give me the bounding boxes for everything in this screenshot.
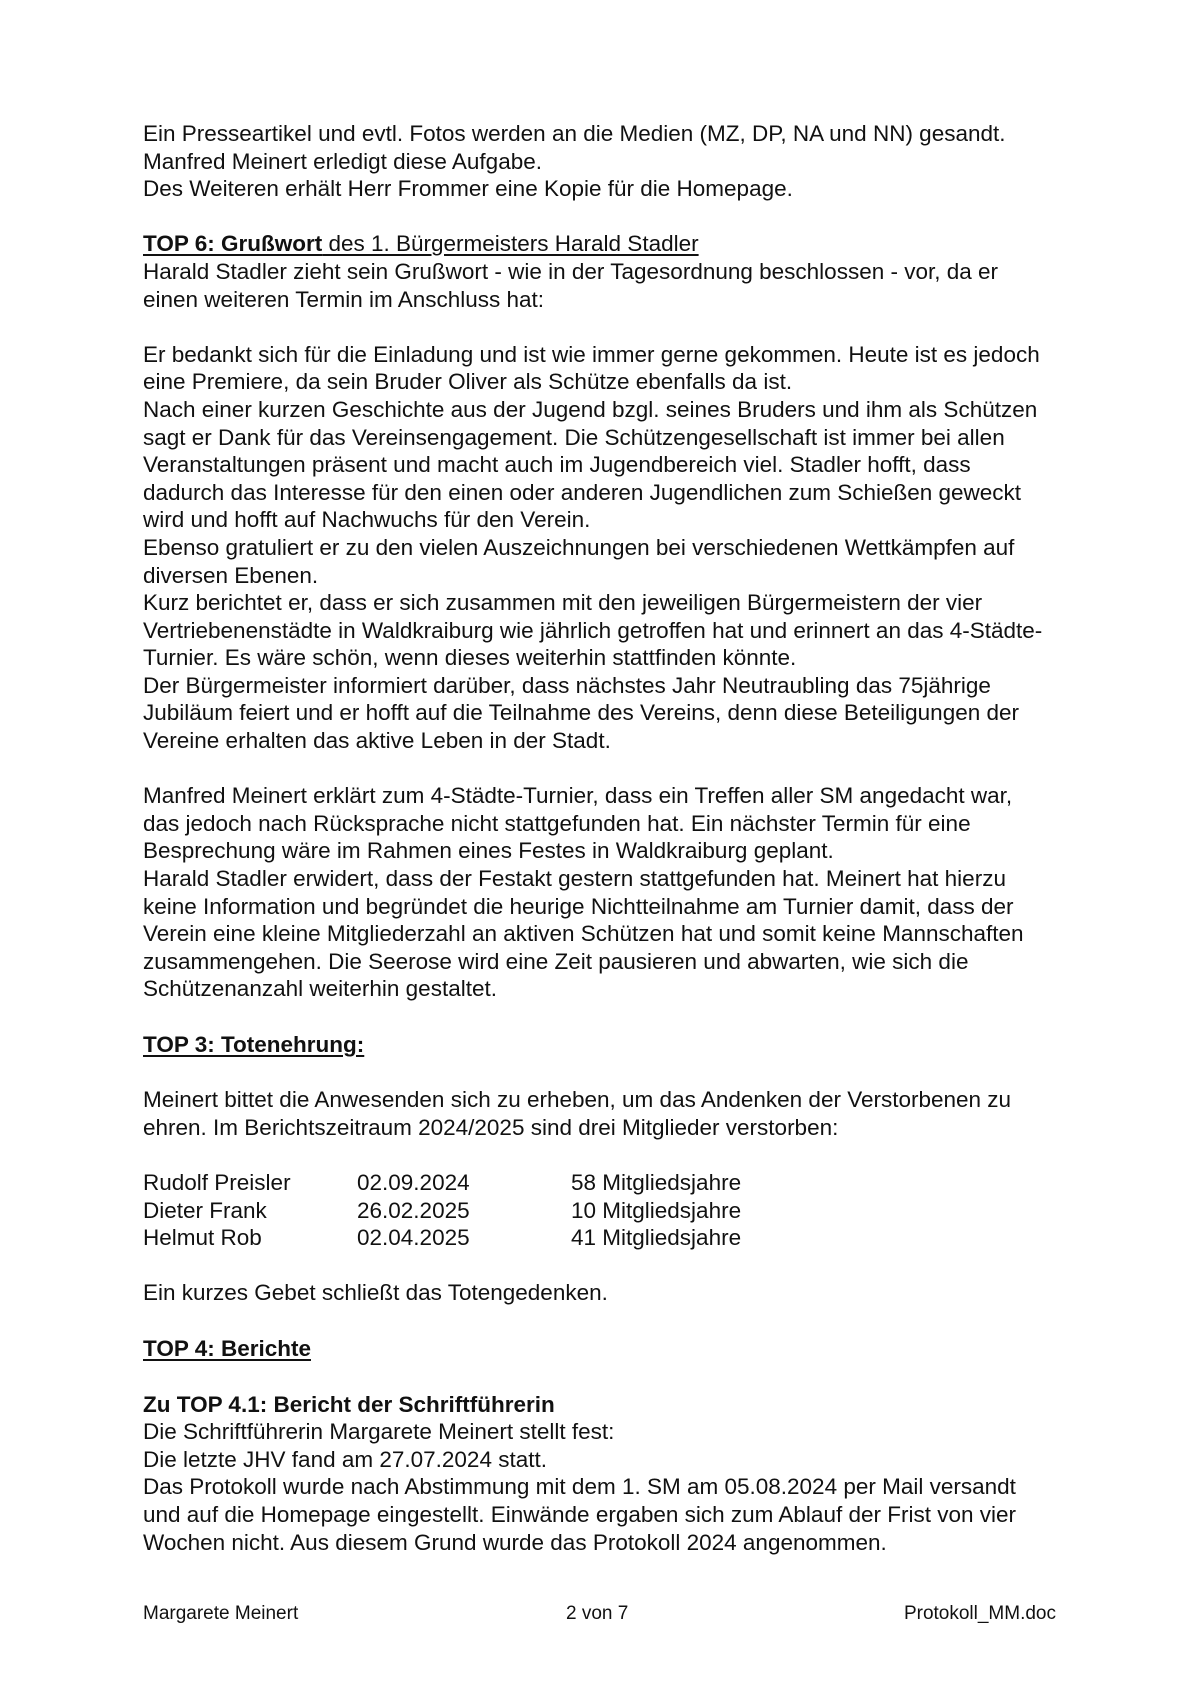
text-line: Die Schriftführerin Margarete Meinert stellt fest: [143, 1419, 615, 1445]
text-line: Die letzte JHV fand am 27.07.2024 statt. [143, 1446, 547, 1472]
text-line: dadurch das Interesse für den einen oder anderen Jugendlichen zum Schießen geweckt [143, 479, 1022, 505]
text-line: Meinert bittet die Anwesenden sich zu erheben, um das Andenken der Verstorbenen zu [143, 1087, 1012, 1113]
text-line: ehren. Im Berichtszeitraum 2024/2025 sind drei Mitglieder verstorben: [143, 1114, 839, 1140]
text-line: Vertriebenenstädte in Waldkraiburg wie jährlich getroffen hat und erinnert an das 4-Städte- [143, 617, 1043, 643]
text-line: Jubiläum feiert und er hofft auf die Teilnahme des Vereins, denn diese Beteiligungen der [143, 700, 1020, 726]
member-date: 02.09.2024 [357, 1169, 470, 1195]
member-name: Dieter Frank [143, 1197, 267, 1223]
top3-paragraph [143, 1086, 1123, 1141]
table-row [143, 1169, 1123, 1197]
text-line: zusammengehen. Die Seerose wird eine Zeit pausieren und abwarten, wie sich die [143, 948, 969, 974]
text-line: Veranstaltungen präsent und macht auch im Jugendbereich viel. Stadler hofft, dass [143, 452, 971, 478]
member-years: 41 Mitgliedsjahre [571, 1225, 742, 1251]
text-line: wird und hofft auf Nachwuchs für den Verein. [143, 507, 591, 533]
top6-paragraph-c [143, 782, 1123, 1003]
text-line: Wochen nicht. Aus diesem Grund wurde das Protokoll 2024 angenommen. [143, 1529, 887, 1555]
heading-bold: TOP 6: Grußwort [143, 231, 323, 257]
page-footer [143, 1601, 1056, 1627]
text-line: Des Weiteren erhält Herr Frommer eine Kopie für die Homepage. [143, 176, 793, 202]
top6-paragraph-b [143, 341, 1123, 755]
member-date: 26.02.2025 [357, 1197, 470, 1223]
text-line: Turnier. Es wäre schön, wenn dieses weiterhin stattfinden könnte. [143, 645, 797, 671]
section-heading-top4: TOP 4: Berichte [143, 1335, 311, 1361]
text-line: Manfred Meinert erledigt diese Aufgabe. [143, 148, 542, 174]
text-line: Harald Stadler zieht sein Grußwort - wie in der Tagesordnung beschlossen - vor, da er [143, 258, 999, 284]
text-line: Vereine erhalten das aktive Leben in der Stadt. [143, 728, 611, 754]
text-line: Nach einer kurzen Geschichte aus der Jugend bzgl. seines Bruders und ihm als Schützen [143, 396, 1038, 422]
member-name: Helmut Rob [143, 1225, 262, 1251]
footer-filename: Protokoll_MM.doc [903, 1603, 1056, 1624]
footer-page-number: 2 von 7 [566, 1603, 629, 1624]
member-date: 02.04.2025 [357, 1225, 470, 1251]
text-line: Das Protokoll wurde nach Abstimmung mit dem 1. SM am 05.08.2024 per Mail versandt [143, 1474, 1016, 1500]
text-line: und auf die Homepage eingestellt. Einwände ergaben sich zum Ablauf der Frist von vier [143, 1501, 1017, 1527]
text-line: Besprechung wäre im Rahmen eines Festes in Waldkraiburg geplant. [143, 838, 834, 864]
text-line: sagt er Dank für das Vereinsengagement. Die Schützengesellschaft ist immer bei allen [143, 424, 1005, 450]
section-heading-top6 [143, 230, 1123, 258]
text-line: Ebenso gratuliert er zu den vielen Auszeichnungen bei verschiedenen Wettkämpfen auf [143, 534, 1015, 560]
table-row [143, 1224, 1123, 1252]
member-years: 58 Mitgliedsjahre [571, 1169, 742, 1195]
text-line: Er bedankt sich für die Einladung und ist wie immer gerne gekommen. Heute ist es jedoch [143, 341, 1040, 367]
closing-line: Ein kurzes Gebet schließt das Totengedenken. [143, 1280, 608, 1306]
text-line: einen weiteren Termin im Anschluss hat: [143, 286, 545, 312]
heading-rest: des 1. Bürgermeisters Harald Stadler [322, 231, 699, 257]
top4-paragraph [143, 1418, 1123, 1556]
sub-heading-top4-1: Zu TOP 4.1: Bericht der Schriftführerin [143, 1391, 555, 1417]
text-line: Harald Stadler erwidert, dass der Festakt gestern stattgefunden hat. Meinert hat hierzu [143, 866, 1006, 892]
top6-paragraph-a [143, 258, 1123, 313]
text-line: Verein eine kleine Mitgliederzahl an aktiven Schützen hat und somit keine Mannschaften [143, 921, 1024, 947]
text-line: das jedoch nach Rücksprache nicht stattgefunden hat. Ein nächster Termin für eine [143, 810, 971, 836]
deceased-members-table [143, 1169, 1123, 1252]
text-line: Der Bürgermeister informiert darüber, dass nächstes Jahr Neutraubling das 75jährige [143, 672, 991, 698]
text-line: keine Information und begründet die heurige Nichtteilnahme am Turnier damit, dass der [143, 893, 1014, 919]
section-heading-top3: TOP 3: Totenehrung: [143, 1032, 365, 1057]
table-row [143, 1197, 1123, 1225]
member-name: Rudolf Preisler [143, 1169, 291, 1195]
member-years: 10 Mitgliedsjahre [571, 1197, 742, 1223]
text-line: eine Premiere, da sein Bruder Oliver als Schütze ebenfalls da ist. [143, 369, 793, 395]
text-line: diversen Ebenen. [143, 562, 319, 588]
footer-author: Margarete Meinert [143, 1603, 299, 1624]
document-page [143, 120, 1123, 1556]
text-line: Manfred Meinert erklärt zum 4-Städte-Turnier, dass ein Treffen aller SM angedacht war, [143, 783, 1013, 809]
text-line: Schützenanzahl weiterhin gestaltet. [143, 976, 497, 1002]
text-line: Kurz berichtet er, dass er sich zusammen mit den jeweiligen Bürgermeistern der vier [143, 590, 983, 616]
intro-paragraph [143, 120, 1123, 203]
text-line: Ein Presseartikel und evtl. Fotos werden an die Medien (MZ, DP, NA und NN) gesandt. [143, 121, 1006, 146]
